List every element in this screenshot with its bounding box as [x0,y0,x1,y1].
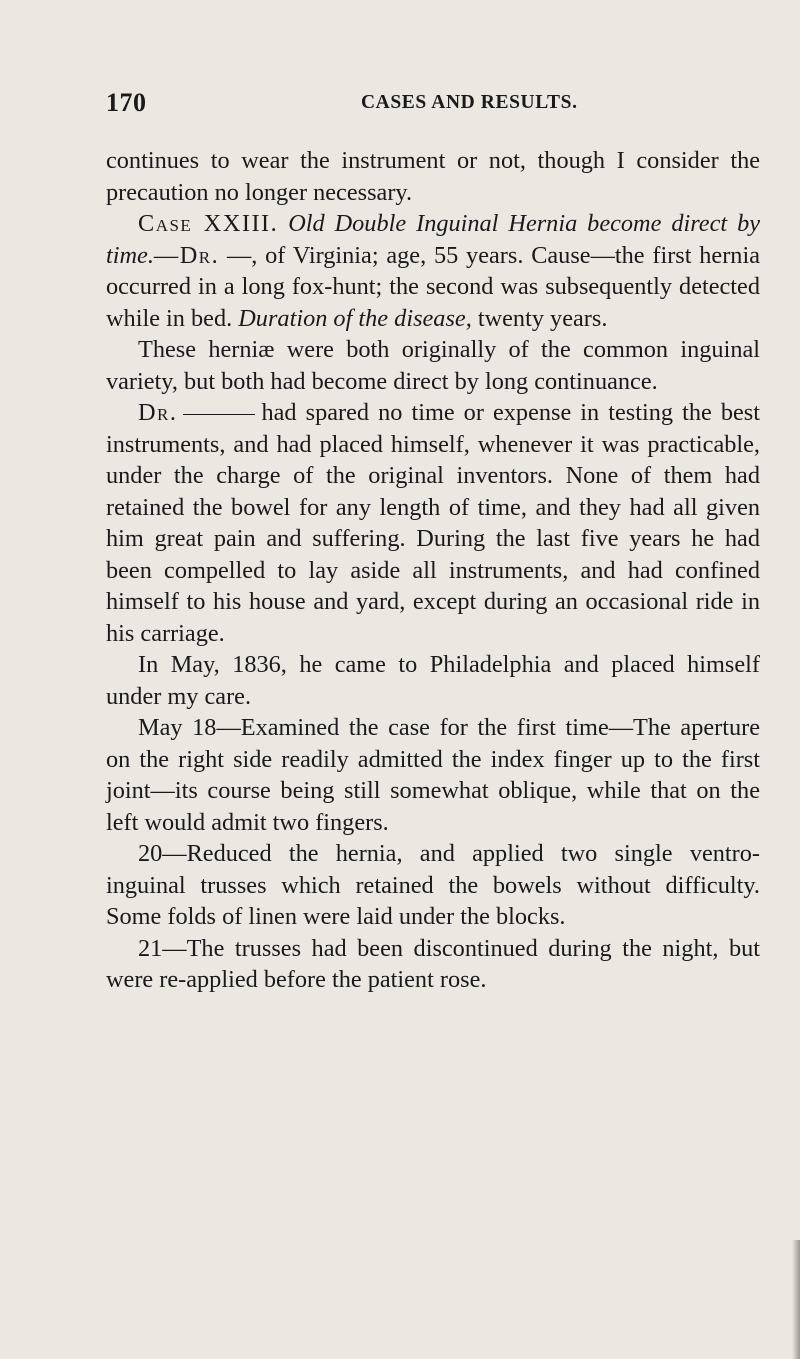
paragraph-continuation: continues to wear the instrument or not, though I consider the precaution no longer necessary. [106,147,760,206]
page-number: 170 [106,88,147,117]
paragraph-day-21: 21—The trusses had been discontinued during the night, but were re-applied before the patient rose. [106,934,760,993]
page-edge-shadow [792,1240,800,1359]
running-title: CASES AND RESULTS. [361,92,578,113]
doctor-abbrev: —Dr. [153,241,220,269]
paragraph-herniae: These herniæ were both originally of the common inguinal variety, but both had become direct by long continuance. [106,336,760,395]
name-dash [183,414,255,415]
case-details: —, of Virginia; age, 55 years. Cause—the first hernia occurred in a long fox-hunt; the second was subsequently detected while in bed. [106,241,760,332]
paragraph-instruments [106,397,760,649]
body-text [106,145,760,996]
case-title: Old Double Inguinal Hernia become direct by time. [106,210,761,269]
duration-label: Duration of the disease, [238,304,472,332]
paragraph-day-20: 20—Reduced the hernia, and applied two single ventro-inguinal trusses which retained the bowels without difficulty. Some folds of linen were laid under the blocks. [106,840,760,930]
paragraph-case-heading [106,208,760,334]
case-label: Case XXIII. [138,210,279,237]
duration-value: twenty years. [471,304,608,332]
paragraph-may-18: May 18—Examined the case for the first time—The aperture on the right side readily admitted the index finger up to the first joint—its course being still somewhat oblique, while that on the left would admit two fingers. [106,714,760,836]
doctor-abbrev-2: Dr. [138,399,178,426]
paragraph-arrival: In May, 1836, he came to Philadelphia and placed himself under my care. [106,651,760,710]
instruments-text: had spared no time or expense in testing the best instruments, and had placed himself, whenever it was practicable, under the charge of the original inventors. None of them had retained the bowel for any length of time, and they had all given him great pain and suffering. During the last five years he had been compelled to lay aside all instruments, and had confined himself to his house and yard, except during an occasional ride in his carriage. [106,399,760,647]
running-head [106,88,760,116]
